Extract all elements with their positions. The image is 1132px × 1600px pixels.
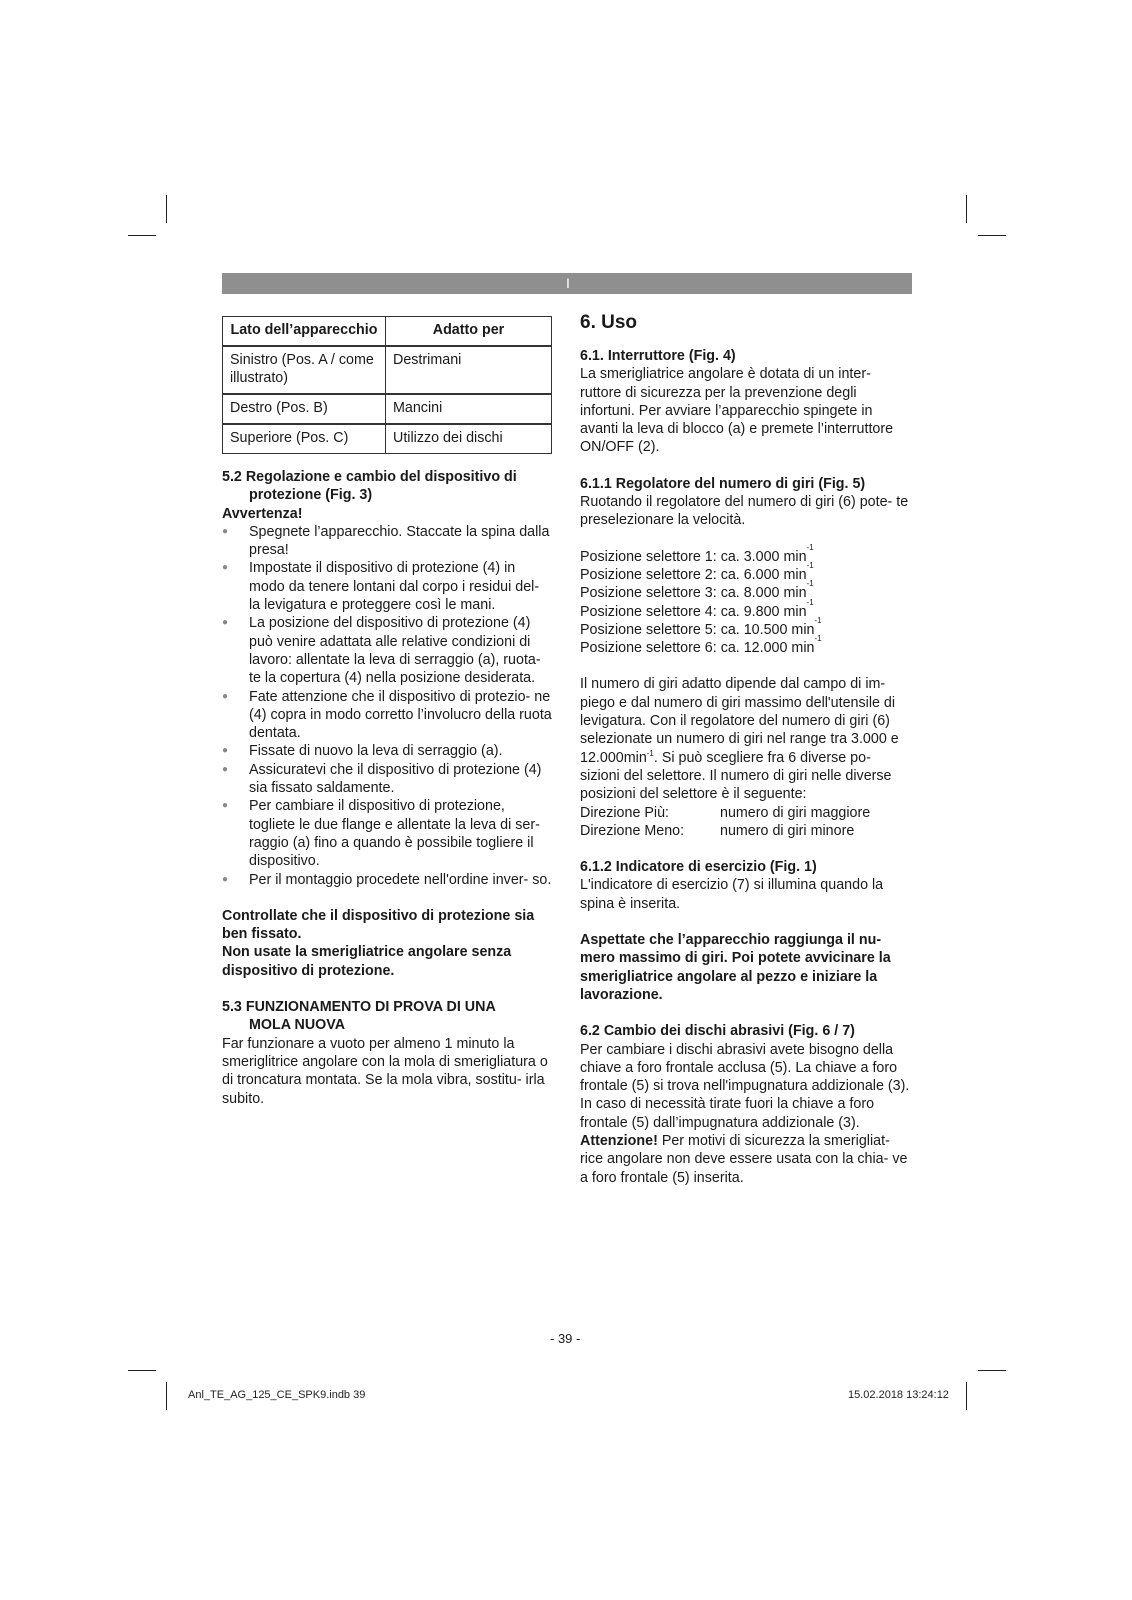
guard-position-table — [222, 316, 552, 454]
list-item: ● Impostate il dispositivo di protezione (4) in modo da tenere lontani dal corpo i residui del- la levigatura e proteggere così le mani. — [222, 559, 552, 614]
selector-position-row — [580, 597, 912, 621]
speed-paragraph: Il numero di giri adatto dipende dal campo di im- piego e dal numero di giri massimo dell'utensile di levigatura. Con il regolatore del numero di giri (6) selezionate un numero di giri nel range tra 3.000 e $12.000\min^{-1}$. Si può scegliere fra 6 diverse po- sizioni del selettore. Il numero di giri nelle diverse posizioni del selettore è il seguente: — [580, 676, 899, 803]
table-row — [223, 394, 552, 424]
table-cell: Utilizzo dei dischi — [386, 424, 552, 454]
unit-exponent: -1 — [814, 615, 822, 625]
direction-label: Direzione Più: — [580, 804, 669, 821]
section-6-1-2-title: 6.1.2 Indicatore di esercizio (Fig. 1) — [580, 859, 817, 876]
table-cell: Superiore (Pos. C) — [223, 424, 386, 454]
section-6-2-body: Per cambiare i dischi abrasivi avete bisogno della chiave a foro frontale acclusa (5). La chiave a foro frontale (5) si trova nell'impugnatura addizionale (3). In caso di necessità tirate fuori la chiave a foro frontale (5) dall’impugnatura addizionale (3). — [580, 1041, 910, 1131]
crop-mark — [966, 195, 967, 223]
selector-value: ca. 10.500 min — [720, 621, 815, 638]
table-cell: Mancini — [386, 394, 552, 424]
crop-mark — [966, 1382, 967, 1410]
list-item: ● Fate attenzione che il dispositivo di protezio- ne (4) copra in modo corretto l’involucro della ruota dentata. — [222, 688, 552, 743]
selector-position-row — [580, 634, 912, 657]
section-5-2-title-cont: protezione (Fig. 3) — [249, 487, 373, 504]
bold-wait-note: Aspettate che l’apparecchio raggiunga il nu- mero massimo di giri. Poi potete avvicinare la smerigliatrice angolare al pezzo e iniziare la lavorazione. — [580, 932, 891, 1003]
crop-mark — [166, 195, 167, 223]
section-5-3-title-cont: MOLA NUOVA — [249, 1017, 346, 1034]
crop-mark — [978, 235, 1006, 236]
list-item: ● Per il montaggio procedete nell'ordine inver- so. — [222, 871, 552, 889]
table-cell: Sinistro (Pos. A / come illustrato) — [223, 346, 386, 394]
selector-value: ca. 8.000 min — [720, 585, 807, 602]
bold-note: Non usate la smerigliatrice angolare senza dispositivo di protezione. — [222, 944, 512, 979]
section-6-1-1-title: 6.1.1 Regolatore del numero di giri (Fig. 5) — [580, 475, 866, 492]
table-header: Adatto per — [386, 317, 552, 347]
section-6-1-title: 6.1. Interruttore (Fig. 4) — [580, 348, 736, 364]
unit-exponent: -1 — [806, 579, 814, 589]
section-6-1-body: La smerigliatrice angolare è dotata di un inter- ruttore di sicurezza per la prevenzione degli infortuni. Per avviare l’apparecchio spingete in avanti la leva di blocco (a) e premete l’interruttore ON/OFF (2). — [580, 366, 894, 456]
section-5-3-title: 5.3 FUNZIONAMENTO DI PROVA DI UNA — [222, 999, 496, 1016]
footer-filename: Anl_TE_AG_125_CE_SPK9.indb 39 — [188, 1389, 366, 1401]
attention-paragraph: Attenzione! Per motivi di sicurezza la smerigliat- rice angolare non deve essere usata con la chia- ve a foro frontale (5) inserita. — [580, 1132, 908, 1186]
direction-value: numero di giri maggiore — [720, 804, 871, 821]
unit-exponent: -1 — [806, 542, 814, 552]
unit-exponent: -1 — [646, 748, 654, 758]
bold-note: Controllate che il dispositivo di protezione sia ben fissato. — [222, 907, 535, 943]
list-item: ● La posizione del dispositivo di protezione (4) può venire adattata alle relative condizioni di lavoro: allentate la leva di serraggio (a), ruota- te la copertura (4) nella posizione desiderata. — [222, 614, 552, 687]
list-item: ● Spegnete l’apparecchio. Staccate la spina dalla presa! — [222, 523, 552, 560]
selector-label: Posizione selettore 1: — [580, 548, 717, 565]
selector-value: ca. 12.000 min — [720, 640, 815, 657]
selector-value: ca. 6.000 min — [720, 566, 807, 583]
section-6-1-2-body: L'indicatore di esercizio (7) si illumina quando la spina è inserita. — [580, 877, 884, 912]
unit-exponent: -1 — [806, 560, 814, 570]
right-column — [580, 311, 912, 1187]
selector-label: Posizione selettore 5: — [580, 621, 717, 638]
unit-exponent: -1 — [814, 634, 822, 644]
selector-position-row — [580, 560, 912, 584]
warning-label: Avvertenza! — [222, 505, 303, 522]
direction-label: Direzione Meno: — [580, 822, 685, 839]
crop-mark — [128, 1370, 156, 1371]
table-header: Lato dell’apparecchio — [223, 317, 386, 347]
unit-exponent: -1 — [806, 597, 814, 607]
table-cell: Destro (Pos. B) — [223, 394, 386, 424]
selector-position-list — [580, 542, 912, 658]
left-column — [222, 316, 552, 1108]
section-5-2-title: 5.2 Regolazione e cambio del dispositivo di — [222, 469, 517, 485]
selector-label: Posizione selettore 3: — [580, 585, 717, 602]
table-cell: Destrimani — [386, 346, 552, 394]
selector-value: ca. 9.800 min — [720, 603, 807, 620]
direction-row — [580, 822, 912, 840]
section-6-2-title: 6.2 Cambio dei dischi abrasivi (Fig. 6 / 7) — [580, 1023, 855, 1040]
attention-label: Attenzione! — [580, 1132, 658, 1149]
section-5-3-body: Far funzionare a vuoto per almeno 1 minuto la smeriglitrice angolare con la mola di smerigliatura o di troncatura montata. Se la mola vibra, sostitu- irla subito. — [222, 1035, 548, 1107]
list-item: ● Assicuratevi che il dispositivo di protezione (4) sia fissato saldamente. — [222, 761, 552, 798]
selector-label: Posizione selettore 6: — [580, 640, 717, 657]
list-item: ● Per cambiare il dispositivo di protezione, togliete le due flange e allentate la leva di ser- raggio (a) fino a quando è possibile togliere il dispositivo. — [222, 797, 552, 870]
section-6-1-1-body: Ruotando il regolatore del numero di giri (6) pote- te preselezionare la velocità. — [580, 494, 909, 529]
direction-row — [580, 804, 912, 822]
crop-mark — [128, 235, 156, 236]
instruction-list — [222, 523, 552, 889]
direction-value: numero di giri minore — [720, 822, 855, 839]
language-header-bar — [222, 273, 912, 294]
crop-mark — [166, 1382, 167, 1410]
selector-position-row — [580, 579, 912, 602]
crop-mark — [978, 1370, 1006, 1371]
footer-datetime: 15.02.2018 13:24:12 — [848, 1389, 949, 1401]
language-code: I — [566, 275, 570, 291]
list-item: ● Fissate di nuovo la leva di serraggio (a). — [222, 742, 552, 760]
selector-label: Posizione selettore 2: — [580, 566, 717, 583]
selector-position-row — [580, 615, 912, 639]
page-number: - 39 - — [550, 1331, 581, 1346]
selector-label: Posizione selettore 4: — [580, 603, 717, 620]
table-row — [223, 424, 552, 454]
selector-value: ca. 3.000 min — [720, 548, 807, 565]
selector-position-row — [580, 542, 912, 566]
table-header-row — [223, 317, 552, 347]
table-row — [223, 346, 552, 394]
section-6-title: 6. Uso — [580, 312, 638, 333]
